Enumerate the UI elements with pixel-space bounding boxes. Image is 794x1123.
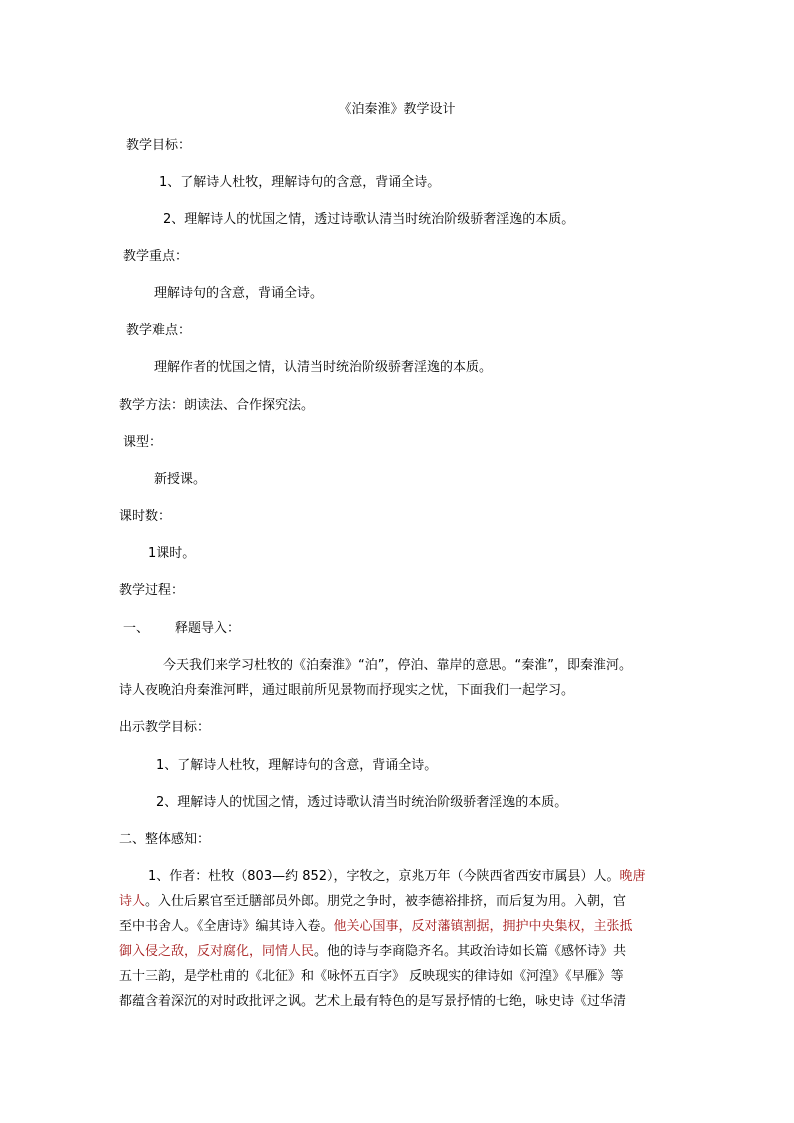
author-text: 至中书舍人。《全唐诗》编其诗入卷。 [119, 919, 334, 934]
objective-item: 2、理解诗人的忧国之情，透过诗歌认清当时统治阶级骄奢淫逸的本质。 [163, 212, 575, 227]
author-text: 。他的诗与李商隐齐名。其政治诗如长篇《感怀诗》共 [314, 944, 627, 959]
author-paragraph-line: 都蕴含着深沉的对时政批评之讽。艺术上最有特色的是写景抒情的七绝，咏史诗《过华清 [119, 994, 627, 1009]
methods-text: 教学方法：朗读法、合作探究法。 [119, 398, 315, 413]
show-objectives-label: 出示教学目标： [119, 720, 211, 735]
author-paragraph-line [119, 943, 626, 961]
author-paragraph-line [119, 918, 633, 936]
objectives-label: 教学目标： [126, 138, 192, 153]
hours-label: 课时数： [119, 509, 172, 524]
author-paragraph-line [119, 893, 626, 911]
key-points-label: 教学重点： [123, 249, 189, 264]
section1-heading: 释题导入： [175, 621, 241, 636]
author-paragraph-line [148, 868, 646, 886]
section1-number: 一、 [123, 621, 150, 636]
section1-paragraph-line: 诗人夜晚泊舟秦淮河畔，通过眼前所见景物而抒现实之忧，下面我们一起学习。 [119, 683, 575, 698]
section1-paragraph-line: 今天我们来学习杜牧的《泊秦淮》“泊”，停泊、靠岸的意思。“秦淮”，即秦淮河。 [163, 658, 632, 673]
show-objective-item: 2、理解诗人的忧国之情，透过诗歌认清当时统治阶级骄奢淫逸的本质。 [156, 795, 568, 810]
author-highlight: 诗人 [119, 894, 146, 909]
key-points-text: 理解诗句的含意，背诵全诗。 [154, 286, 324, 301]
lesson-type-label: 课型： [123, 435, 163, 450]
author-text: 1、作者：杜牧（803—约 852），字牧之，京兆万年（今陕西省西安市属县）人。 [148, 869, 620, 884]
objective-item: 1、了解诗人杜牧，理解诗句的含意，背诵全诗。 [159, 175, 441, 190]
hours-text: 1课时。 [148, 546, 196, 561]
lesson-type-text: 新授课。 [154, 472, 207, 487]
difficulties-label: 教学难点： [126, 323, 192, 338]
author-text: 。入仕后累官至迁膳部员外郎。朋党之争时，被李德裕排挤，而后复为用。入朝，官 [145, 894, 627, 909]
process-label: 教学过程： [119, 583, 185, 598]
author-paragraph-line: 五十三韵，是学杜甫的《北征》和《咏怀五百字》 反映现实的律诗如《河湟》《早雁》等 [119, 969, 624, 984]
show-objective-item: 1、了解诗人杜牧，理解诗句的含意，背诵全诗。 [156, 758, 438, 773]
section2-heading: 二、整体感知： [119, 832, 211, 847]
author-highlight: 御入侵之敌，反对腐化，同情人民 [119, 944, 315, 959]
page-title: 《泊秦淮》教学设计 [338, 102, 456, 117]
author-highlight: 晚唐 [619, 869, 646, 884]
author-highlight: 他关心国事，反对藩镇割据，拥护中央集权，主张抵 [333, 919, 633, 934]
difficulties-text: 理解作者的忧国之情，认清当时统治阶级骄奢淫逸的本质。 [154, 360, 493, 375]
